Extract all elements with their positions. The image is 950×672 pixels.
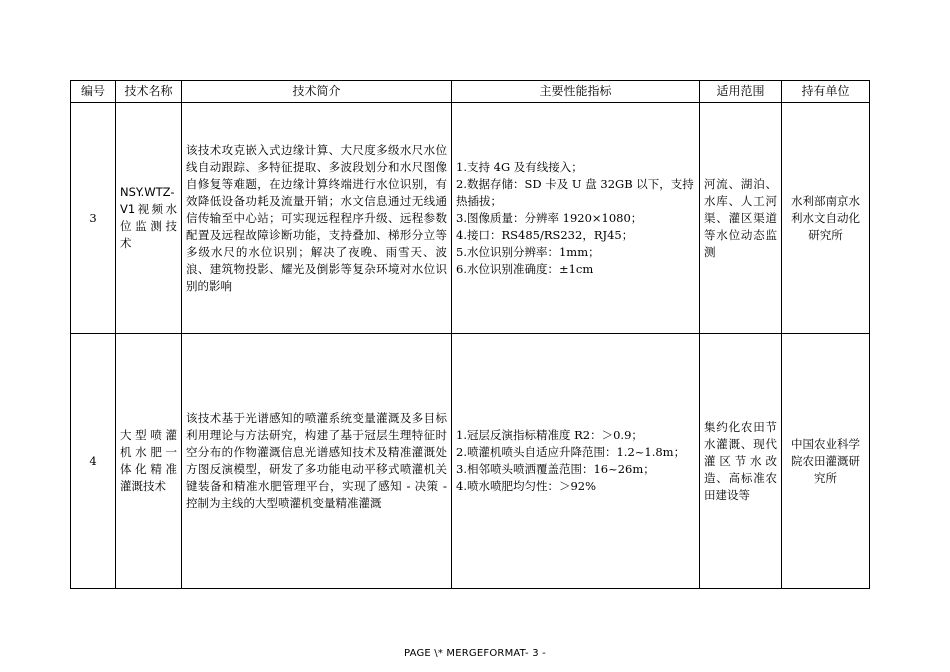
performance-metrics [452,334,700,589]
header-scope: 适用范围 [700,81,782,103]
table-row [71,334,870,589]
header-holder: 持有单位 [782,81,870,103]
metric-item: 3.图像质量：分辨率 1920×1080； [456,210,643,225]
tech-intro: 该技术基于光谱感知的喷灌系统变量灌溉及多目标利用理论与方法研究，构建了基于冠层生理特征时空分布的作物灌溉信息光谱感知技术及精准灌溉处方图反演模型，研发了多功能电动平移式喷灌机关键装备和精准水肥管理平台，实现了感知 - 决策 - 控制为主线的大型喷灌机变量精准灌溉 [182,334,452,589]
header-tech-name: 技术名称 [116,81,182,103]
metric-item: 1.支持 4G 及有线接入； [456,159,583,174]
application-scope: 集约化农田节水灌溉、现代灌区节水改造、高标准农田建设等 [700,334,782,589]
page-footer: PAGE \* MERGEFORMAT- 3 - [403,648,546,659]
row-number: 3 [71,103,116,334]
header-performance: 主要性能指标 [452,81,700,103]
row-number: 4 [71,334,116,589]
metric-item: 2.喷灌机喷头自适应升降范围：1.2~1.8m； [456,445,686,459]
holder-unit: 中国农业科学院农田灌溉研究所 [782,334,870,589]
metric-item: 3.相邻喷头喷洒覆盖范围：16~26m； [456,462,655,476]
metric-item: 4.喷水喷肥均匀性：＞92% [456,479,597,493]
metric-item: 6.水位识别准确度：±1cm [456,261,594,276]
metric-item: 5.水位识别分辨率：1mm； [456,244,600,259]
metric-item: 4.接口：RS485/RS232，RJ45； [456,227,634,242]
table-header-row [71,81,870,103]
tech-name: 大型喷灌机水肥一体化精准灌溉技术 [116,334,182,589]
performance-metrics [452,103,700,334]
application-scope: 河流、湖泊、水库、人工河渠、灌区渠道等水位动态监测 [700,103,782,334]
header-number: 编号 [71,81,116,103]
tech-name: NSY.WTZ-V1视频水位监测技术 [116,103,182,334]
holder-unit: 水利部南京水利水文自动化研究所 [782,103,870,334]
technology-table [70,80,870,589]
header-tech-intro: 技术简介 [182,81,452,103]
metric-item: 1.冠层反演指标精准度 R2：＞0.9； [456,428,643,442]
table-row [71,103,870,334]
metric-item: 2.数据存储：SD 卡及 U 盘 32GB 以下，支持热插拔； [456,176,694,208]
tech-intro: 该技术攻克嵌入式边缘计算、大尺度多级水尺水位线自动跟踪、多特征提取、多波段划分和水尺图像自修复等难题，在边缘计算终端进行水位识别，有效降低设备功耗及流量开销；水文信息通过无线通信传输至中心站；可实现远程程序升级、远程参数配置及远程故障诊断功能，支持叠加、梯形分立等多级水尺的水位识别；解决了夜晚、雨雪天、波浪、建筑物投影、耀光及倒影等复杂环境对水位识别的影响 [182,103,452,334]
